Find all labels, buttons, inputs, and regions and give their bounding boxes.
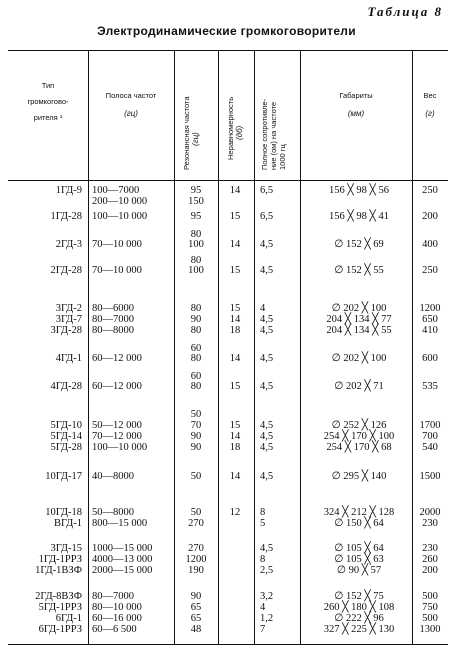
cell-dimensions: 204 ╳ 134 ╳ 55 [326,325,392,336]
cell-resonant: 80 [190,303,202,314]
cell-frequency: 1000—15 000 [92,543,153,554]
header-weight-unit: (г) [425,109,435,118]
col-divider [174,50,175,644]
cell-resonant: 48 [190,624,202,635]
cell-dimensions: ∅ 150 ╳ 64 [334,518,384,529]
cell-type: 2ГД-8ВЗФ [35,591,82,602]
cell-impedance: 4,5 [260,442,274,453]
cell-frequency: 100—10 000 [92,211,148,222]
cell-nonuniformity: 15 [229,303,241,314]
cell-weight: 260 [422,554,438,565]
cell-weight: 500 [422,591,438,602]
cell-type: 5ГД-1РРЗ [38,602,82,613]
header-impedance-line: ние (ом) на частоте [269,101,278,170]
cell-weight: 2000 [419,507,441,518]
cell-impedance: 4,5 [260,239,274,250]
cell-frequency: 80—7000 [92,314,134,325]
cell-weight: 400 [422,239,438,250]
cell-dimensions: ∅ 295 ╳ 140 [331,471,387,482]
header-weight [412,90,448,120]
table-caption: Электродинамические громкоговорители [97,24,356,38]
header-freq-unit: (гц) [124,109,138,118]
cell-resonant: 90 [190,431,202,442]
cell-resonant: 190 [188,565,204,576]
cell-frequency: 80—8000 [92,325,134,336]
top-rule [8,50,448,51]
cell-frequency: 40—8000 [92,471,134,482]
cell-dimensions: 156 ╳ 98 ╳ 56 [329,185,389,196]
header-nonuniformity [226,97,244,160]
header-type-line: громкогово- [27,97,69,106]
cell-frequency: 80—10 000 [92,602,142,613]
cell-dimensions: ∅ 152 ╳ 75 [334,591,384,602]
cell-impedance: 6,5 [260,211,274,222]
cell-resonant: 270 [188,543,204,554]
cell-type: 3ГД-28 [50,325,82,336]
col-divider [88,50,89,644]
cell-type: 10ГД-18 [45,507,82,518]
cell-type: 3ГД-15 [50,543,82,554]
cell-weight: 1500 [419,471,441,482]
cell-resonant: 95 [190,211,202,222]
cell-frequency: 50—8000 [92,507,134,518]
header-weight-label: Вес [423,91,437,100]
col-divider [254,50,255,644]
cell-impedance: 4,5 [260,314,274,325]
cell-nonuniformity: 15 [229,265,241,276]
cell-weight: 540 [422,442,438,453]
cell-impedance: 1,2 [260,613,274,624]
cell-type: ВГД-1 [53,518,82,529]
cell-weight: 650 [422,314,438,325]
cell-impedance: 4,5 [260,431,274,442]
cell-weight: 200 [422,211,438,222]
cell-weight: 500 [422,613,438,624]
cell-nonuniformity: 14 [229,185,241,196]
cell-dimensions: ∅ 202 ╳ 71 [334,381,384,392]
cell-impedance: 7 [260,624,266,635]
cell-impedance: 4,5 [260,471,274,482]
cell-type: 2ГД-3 [55,239,82,250]
cell-frequency: 100—7000 [92,185,140,196]
cell-impedance: 2,5 [260,565,274,576]
cell-resonant: 80 [190,381,202,392]
cell-type: 6ГД-1РРЗ [38,624,82,635]
cell-impedance: 4,5 [260,543,274,554]
cell-weight: 750 [422,602,438,613]
cell-type: 1ГД-28 [50,211,82,222]
cell-type: 10ГД-17 [45,471,82,482]
speaker-table [8,42,448,645]
cell-resonant: 70 [190,420,202,431]
cell-frequency: 200—10 000 [92,196,148,207]
cell-dimensions: ∅ 202 ╳ 100 [331,353,387,364]
cell-frequency: 50—12 000 [92,420,142,431]
cell-impedance: 5 [260,518,266,529]
header-impedance-line: Полное сопротивле- [260,98,269,170]
cell-resonant: 90 [190,442,202,453]
header-nonuniformity-unit: (дб) [235,125,244,140]
cell-impedance: 4,5 [260,420,274,431]
cell-type: 2ГД-28 [50,265,82,276]
col-divider [300,50,301,644]
cell-resonant: 80 [190,325,202,336]
cell-dimensions: 324 ╳ 212 ╳ 128 [323,507,395,518]
cell-nonuniformity: 12 [229,507,241,518]
cell-dimensions: ∅ 152 ╳ 69 [334,239,384,250]
cell-resonant: 270 [188,518,204,529]
cell-dimensions: ∅ 105 ╳ 63 [334,554,384,565]
table-number: Таблица 8 [367,4,443,19]
cell-weight: 250 [422,185,438,196]
cell-nonuniformity: 18 [229,442,241,453]
cell-resonant: 80 [190,229,202,240]
cell-dimensions: ∅ 90 ╳ 57 [336,565,382,576]
cell-resonant: 150 [188,196,204,207]
cell-resonant: 1200 [185,554,207,565]
cell-dimensions: ∅ 222 ╳ 96 [334,613,384,624]
header-freq [88,90,174,120]
col-divider [218,50,219,644]
cell-type: 6ГД-1 [55,613,82,624]
header-freq-label: Полоса частот [105,91,157,100]
cell-dimensions: ∅ 202 ╳ 100 [331,303,387,314]
cell-nonuniformity: 15 [229,381,241,392]
cell-frequency: 70—10 000 [92,239,142,250]
cell-nonuniformity: 14 [229,471,241,482]
cell-resonant: 50 [190,471,202,482]
cell-frequency: 80—6000 [92,303,134,314]
cell-dimensions: 327 ╳ 225 ╳ 130 [323,624,395,635]
cell-type: 5ГД-28 [50,442,82,453]
cell-resonant: 100 [188,239,204,250]
cell-nonuniformity: 14 [229,431,241,442]
cell-type: 3ГД-7 [55,314,82,325]
header-type [8,80,88,124]
cell-impedance: 4,5 [260,381,274,392]
cell-resonant: 65 [190,602,202,613]
cell-nonuniformity: 15 [229,420,241,431]
cell-frequency: 800—15 000 [92,518,148,529]
cell-type: 4ГД-1 [55,353,82,364]
cell-dimensions: ∅ 152 ╳ 55 [334,265,384,276]
cell-frequency: 70—12 000 [92,431,142,442]
cell-type: 4ГД-28 [50,381,82,392]
cell-resonant: 60 [190,371,202,382]
cell-nonuniformity: 14 [229,314,241,325]
cell-resonant: 90 [190,591,202,602]
header-nonuniformity-label: Неравномерность [226,96,235,160]
cell-frequency: 2000—15 000 [92,565,153,576]
cell-dimensions: ∅ 105 ╳ 64 [334,543,384,554]
header-dims [300,90,412,120]
cell-weight: 1300 [419,624,441,635]
cell-dimensions: 260 ╳ 180 ╳ 108 [323,602,395,613]
cell-weight: 700 [422,431,438,442]
header-impedance [260,99,287,170]
cell-weight: 600 [422,353,438,364]
cell-dimensions: ∅ 252 ╳ 126 [331,420,387,431]
cell-type: 5ГД-14 [50,431,82,442]
header-type-line: рителя ¹ [33,113,63,122]
cell-frequency: 4000—13 000 [92,554,153,565]
cell-impedance: 8 [260,554,266,565]
cell-nonuniformity: 14 [229,353,241,364]
header-resonant-unit: (гц) [191,132,200,146]
cell-weight: 230 [422,518,438,529]
cell-weight: 230 [422,543,438,554]
cell-resonant: 100 [188,265,204,276]
cell-frequency: 60—12 000 [92,381,142,392]
cell-type: 5ГД-10 [50,420,82,431]
cell-weight: 200 [422,565,438,576]
header-dims-unit: (мм) [347,109,365,118]
cell-weight: 535 [422,381,438,392]
header-resonant [182,96,200,170]
cell-frequency: 80—7000 [92,591,134,602]
cell-weight: 1200 [419,303,441,314]
cell-type: 3ГД-2 [55,303,82,314]
cell-type: 1ГД-9 [55,185,82,196]
cell-weight: 1700 [419,420,441,431]
cell-frequency: 70—10 000 [92,265,142,276]
header-dims-label: Габариты [339,91,373,100]
cell-impedance: 4,5 [260,265,274,276]
cell-impedance: 8 [260,507,266,518]
cell-impedance: 4,5 [260,325,274,336]
cell-frequency: 60—6 500 [92,624,137,635]
cell-frequency: 100—10 000 [92,442,148,453]
cell-impedance: 4 [260,303,266,314]
cell-resonant: 95 [190,185,202,196]
cell-frequency: 60—12 000 [92,353,142,364]
cell-impedance: 6,5 [260,185,274,196]
cell-resonant: 50 [190,409,202,420]
header-rule [8,180,448,181]
cell-frequency: 60—16 000 [92,613,142,624]
cell-nonuniformity: 14 [229,239,241,250]
header-impedance-line: 1000 гц [278,144,287,170]
header-resonant-label: Резонансная частота [182,96,191,170]
cell-resonant: 50 [190,507,202,518]
bottom-rule [8,644,448,645]
cell-resonant: 80 [190,353,202,364]
cell-resonant: 65 [190,613,202,624]
cell-type: 1ГД-1РРЗ [38,554,82,565]
cell-resonant: 90 [190,314,202,325]
cell-weight: 410 [422,325,438,336]
cell-dimensions: 254 ╳ 170 ╳ 68 [326,442,392,453]
cell-impedance: 3,2 [260,591,274,602]
cell-dimensions: 254 ╳ 170 ╳ 100 [323,431,395,442]
cell-nonuniformity: 15 [229,211,241,222]
cell-resonant: 80 [190,255,202,266]
header-type-line: Тип [41,81,55,90]
cell-dimensions: 204 ╳ 134 ╳ 77 [326,314,392,325]
cell-impedance: 4,5 [260,353,274,364]
cell-impedance: 4 [260,602,266,613]
cell-nonuniformity: 18 [229,325,241,336]
cell-dimensions: 156 ╳ 98 ╳ 41 [329,211,389,222]
cell-type: 1ГД-1ВЗФ [35,565,82,576]
cell-resonant: 60 [190,343,202,354]
cell-weight: 250 [422,265,438,276]
